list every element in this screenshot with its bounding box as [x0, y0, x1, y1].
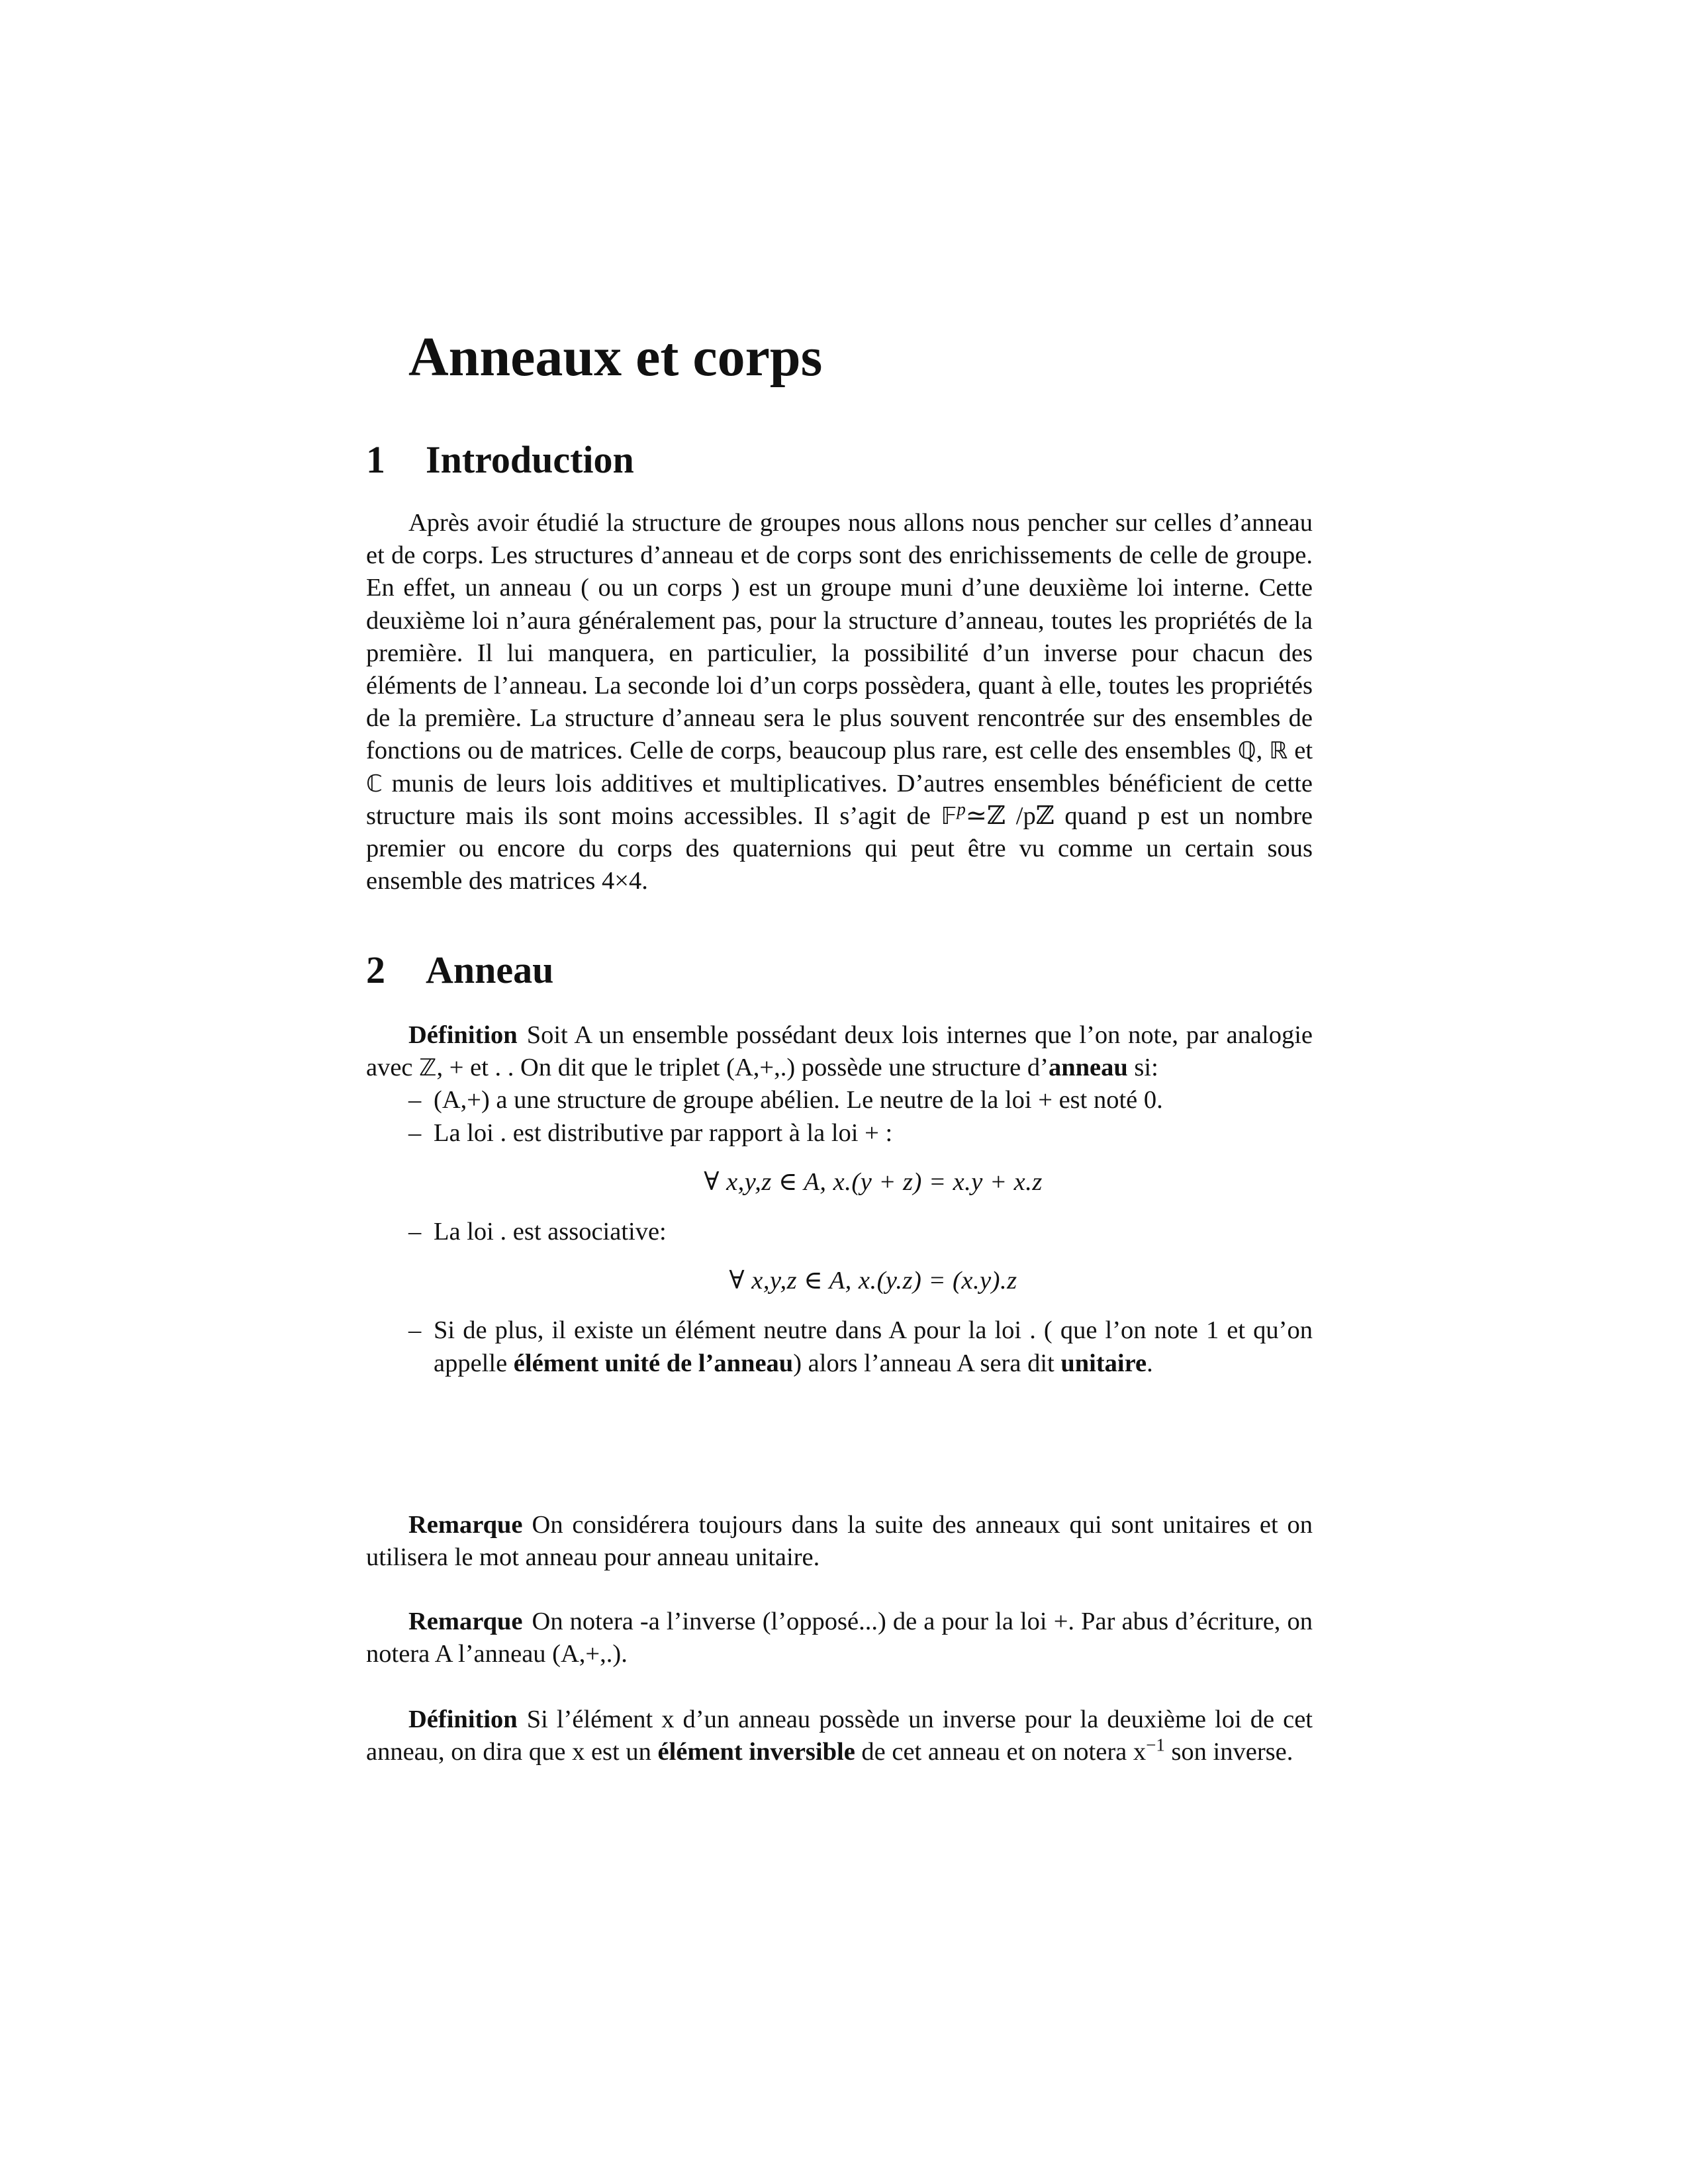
- remark-unitaire: [366, 1509, 1313, 1574]
- list-item: [366, 1314, 1313, 1379]
- period: .: [1147, 1349, 1153, 1377]
- integers-symbol: ℤ: [419, 1054, 437, 1082]
- section-heading-anneau: [366, 948, 554, 991]
- list-item-text: ) alors l’anneau A sera dit: [793, 1349, 1055, 1377]
- section-number: 2: [366, 948, 385, 991]
- finite-field-symbol: 𝔽: [941, 802, 957, 830]
- remark-label: Remarque: [408, 1608, 523, 1635]
- intro-text: Après avoir étudié la structure de groupes nous allons nous pencher sur celles d’anneau et de corps. Les structures d’anneau et de corps sont des enrichissements de celle de groupe. En effet, un anneau ( ou un corps ) est un groupe muni d’une deuxième loi interne. Cette deuxième loi n’aura généralement pas, pour la structure d’anneau, toutes les propriétés de la première. Il lui manquera, en particulier, la possibilité d’un inverse pour chacun des éléments de l’anneau. La seconde loi d’un corps possèdera, quant à elle, toutes les propriétés de la première. La structure d’anneau sera le plus souvent rencontrée sur des ensembles de fonctions ou de matrices. Celle de corps, beaucoup plus rare, est celle des ensembles: [366, 509, 1313, 765]
- bold-term: anneau: [1048, 1054, 1128, 1082]
- conjunction: et: [1294, 737, 1313, 765]
- list-item-text: La loi . est associative:: [434, 1218, 667, 1246]
- list-dash: –: [408, 1316, 422, 1345]
- definition-text: Soit A un ensemble possédant deux lois internes que l’on note, par analogie avec: [366, 1021, 1313, 1082]
- definition-inversible: [366, 1704, 1313, 1768]
- definition-anneau: [366, 1019, 1313, 1380]
- document-title: Anneaux et corps: [408, 326, 823, 388]
- field-exponent: p: [957, 799, 966, 819]
- axiom-list: [366, 1084, 1313, 1379]
- intro-text: quand p est un nombre premier ou encore du corps des quaternions qui peut être vu comme un certain sous ensemble des matrices 4×4.: [366, 801, 1313, 895]
- list-dash: –: [408, 1118, 422, 1147]
- remark-oppose: [366, 1606, 1313, 1670]
- forall-symbol: ∀: [729, 1267, 745, 1295]
- definition-text: Si l’élément x d’un anneau possède un inverse pour la deuxième loi de cet anneau, on dira que x est un: [366, 1706, 1313, 1766]
- list-item-text: (A,+) a une structure de groupe abélien. Le neutre de la loi + est noté 0.: [434, 1086, 1163, 1115]
- section-heading-introduction: [366, 438, 634, 481]
- bold-term: élément unité de l’anneau: [513, 1349, 794, 1377]
- definition-text: son inverse.: [1171, 1738, 1293, 1766]
- equation-distributivity: [434, 1166, 1313, 1199]
- bold-term: unitaire: [1060, 1349, 1147, 1377]
- equation-text: x,y,z ∈ A, x.(y.z) = (x.y).z: [751, 1267, 1017, 1295]
- section-title: Anneau: [426, 948, 554, 991]
- list-item-text: La loi . est distributive par rapport à la loi + :: [434, 1118, 893, 1147]
- section-title: Introduction: [426, 438, 634, 481]
- introduction-paragraph: [366, 507, 1313, 897]
- equation-associativity: [434, 1265, 1313, 1297]
- section-number: 1: [366, 438, 385, 481]
- definition-text: si:: [1134, 1054, 1158, 1082]
- equation-text: x,y,z ∈ A, x.(y + z) = x.y + x.z: [726, 1167, 1043, 1196]
- list-item-text: Si de plus, il existe un élément neutre dans A pour la loi . ( que l’on note 1 et qu’on appelle: [434, 1316, 1313, 1377]
- list-item: [366, 1084, 1313, 1116]
- complex-symbol: ℂ: [366, 770, 383, 797]
- remark-label: Remarque: [408, 1511, 523, 1539]
- remark-text: On considérera toujours dans la suite des anneaux qui sont unitaires et on utilisera le mot anneau pour anneau unitaire.: [366, 1511, 1313, 1572]
- definition-label: Définition: [408, 1706, 518, 1733]
- intro-text: munis de leurs lois additives et multiplicatives. D’autres ensembles bénéficient de cette structure mais ils sont moins accessibles. Il s’agit de: [366, 769, 1313, 830]
- definition-text: , + et . . On dit que le triplet (A,+,.) possède une structure d’: [436, 1054, 1049, 1082]
- inverse-exponent: −1: [1146, 1735, 1165, 1755]
- isomorphism-expression: ≃ℤ /pℤ: [965, 801, 1055, 830]
- forall-symbol: ∀: [704, 1167, 720, 1196]
- definition-label: Définition: [408, 1021, 518, 1049]
- definition-text: de cet anneau et on notera x: [861, 1738, 1147, 1766]
- remark-text: On notera -a l’inverse (l’opposé...) de a pour la loi +. Par abus d’écriture, on notera A l’anneau (A,+,.).: [366, 1608, 1313, 1668]
- list-item: [366, 1117, 1313, 1199]
- list-dash: –: [408, 1218, 422, 1246]
- list-dash: –: [408, 1086, 422, 1115]
- bold-term: élément inversible: [657, 1738, 855, 1766]
- rationals-symbol: ℚ: [1237, 737, 1256, 765]
- comma: ,: [1256, 737, 1263, 765]
- reals-symbol: ℝ: [1269, 737, 1288, 765]
- list-item: [366, 1216, 1313, 1297]
